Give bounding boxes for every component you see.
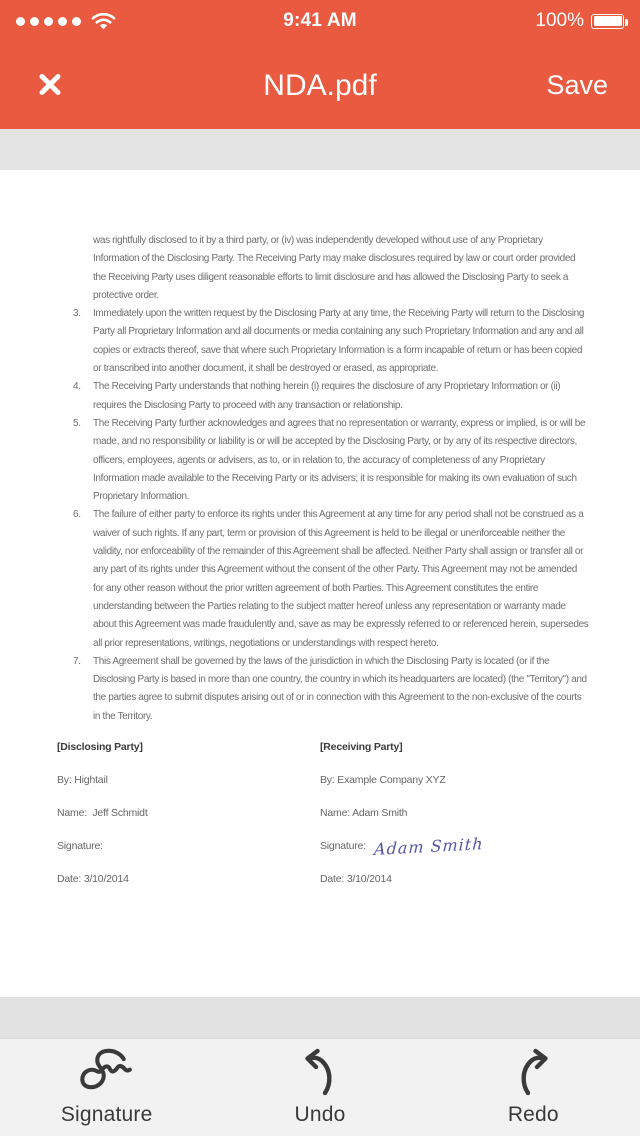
signature-line[interactable]: [320, 834, 600, 873]
list-item: [73, 506, 590, 652]
undo-arrow-icon: [296, 1047, 344, 1099]
pdf-page[interactable]: [0, 170, 640, 997]
item-number: 7.: [73, 655, 81, 667]
item-text: This Agreement shall be governed by the laws of the jurisdiction in which the Disclosing Party is located (or if the Disclosing Party is based in more than one country, the country in which its headquarters are located) (the "Territory") and the parties agree to submit disputes arising out of or in connection with this Agreement to the non-exclusive of the courts in the Territory.: [93, 655, 587, 722]
pdf-viewer[interactable]: [0, 129, 640, 1038]
header: [0, 0, 640, 129]
signature-block: [0, 741, 640, 906]
item-text: The Receiving Party further acknowledges and agrees that no representation or warranty, express or implied, is or will be made, and no responsibility or liability is or will be accepted by the Disclosing Party, or by any of its respective directors, officers, employees, agents or advisers, as to, or in relation to, the accuracy of completeness of any Proprietary Information made available to the Receiving Party or its advisers; it is responsible for making its own evaluation of such Proprietary Information.: [93, 417, 586, 503]
item-number: 6.: [73, 509, 81, 521]
close-icon: [38, 73, 62, 99]
document-title: NDA.pdf: [263, 68, 377, 102]
name-line: Name: Jeff Schmidt: [57, 807, 148, 820]
signature-scribble-icon: [69, 1047, 145, 1099]
battery-icon: [591, 14, 624, 29]
paragraph-continuation: was rightfully disclosed to it by a third party, or (iv) was independently developed without use of any Proprietary Information of the Disclosing Party. The Receiving Party may make disclosures required by law or court order provided the Receiving Party uses diligent reasonable efforts to limit disclosure and has allowed the Disclosing Party to seek a protective order.: [93, 235, 576, 301]
list-item: [73, 415, 590, 506]
item-text: The failure of either party to enforce its rights under this Agreement at any time for any period shall not be construed as a waiver of such rights. If any part, term or provision of this Agreement is held to be illegal or unenforceable neither the validity, nor enforceability of the remainder of this Agreement shall be affected. Neither Party shall assign or transfer all or any part of its rights under this Agreement without the consent of the other Party. This Agreement may not be amended for any other reason without the prior written agreement of both Parties. This Agreement constitutes the entire understanding between the Parties relating to the subject matter hereof unless any representation or warranty made about this Agreement was made fraudulently and, save as may be expressly referred to or referenced herein, supersedes all prior representations, writings, negotiations or understandings with respect hereto.: [93, 509, 589, 649]
signature-label: Signature:: [320, 840, 366, 853]
disclosing-party-column: [57, 741, 320, 906]
battery-indicator: [535, 10, 624, 32]
redo-button-label: Redo: [507, 1103, 559, 1126]
date-line: Date: 3/10/2014: [57, 873, 129, 886]
signature-button[interactable]: [0, 1039, 213, 1136]
save-button[interactable]: Save: [546, 70, 608, 100]
redo-arrow-icon: [509, 1047, 557, 1099]
item-number: 4.: [73, 381, 81, 393]
viewer-margin-bottom: [0, 997, 640, 1038]
by-line: By: Hightail: [57, 774, 108, 787]
list-item: [73, 378, 590, 415]
receiving-party-column: [320, 741, 600, 906]
annotation-toolbar: [0, 1038, 640, 1136]
handwritten-signature[interactable]: Adam Smith: [373, 834, 484, 859]
list-item: [73, 653, 590, 726]
list-item: [73, 305, 590, 378]
nav-bar: [0, 42, 640, 129]
by-line: By: Example Company XYZ: [320, 774, 446, 787]
undo-button[interactable]: [213, 1039, 426, 1136]
party-heading: [Disclosing Party]: [57, 741, 143, 754]
close-button[interactable]: [32, 67, 68, 105]
party-heading: [Receiving Party]: [320, 741, 403, 754]
item-text: Immediately upon the written request by the Disclosing Party at any time, the Receiving Party will return to the Disclosing Party all Proprietary Information and all documents or media containing any such Proprietary Information and any and all copies or extracts thereof, save that where such Proprietary Information is a form incapable of return or has been copied or transcribed into another document, it shall be destroyed or erased, as appropriate.: [93, 308, 585, 375]
signature-button-label: Signature: [60, 1103, 153, 1126]
signature-line[interactable]: Signature:: [57, 840, 103, 853]
status-bar: [0, 0, 640, 42]
viewer-margin-top: [0, 129, 640, 170]
status-time: 9:41 AM: [283, 10, 357, 31]
battery-percent: 100%: [535, 10, 584, 31]
item-text: The Receiving Party understands that nothing herein (i) requires the disclosure of any Proprietary Information or (ii) requires the Disclosing Party to proceed with any transaction or relationship.: [93, 381, 561, 411]
name-line: Name: Adam Smith: [320, 807, 408, 820]
date-line: Date: 3/10/2014: [320, 873, 392, 886]
undo-button-label: Undo: [294, 1103, 346, 1126]
item-number: 5.: [73, 417, 81, 429]
redo-button[interactable]: [427, 1039, 640, 1136]
item-number: 3.: [73, 308, 81, 320]
document-text: [0, 170, 640, 726]
